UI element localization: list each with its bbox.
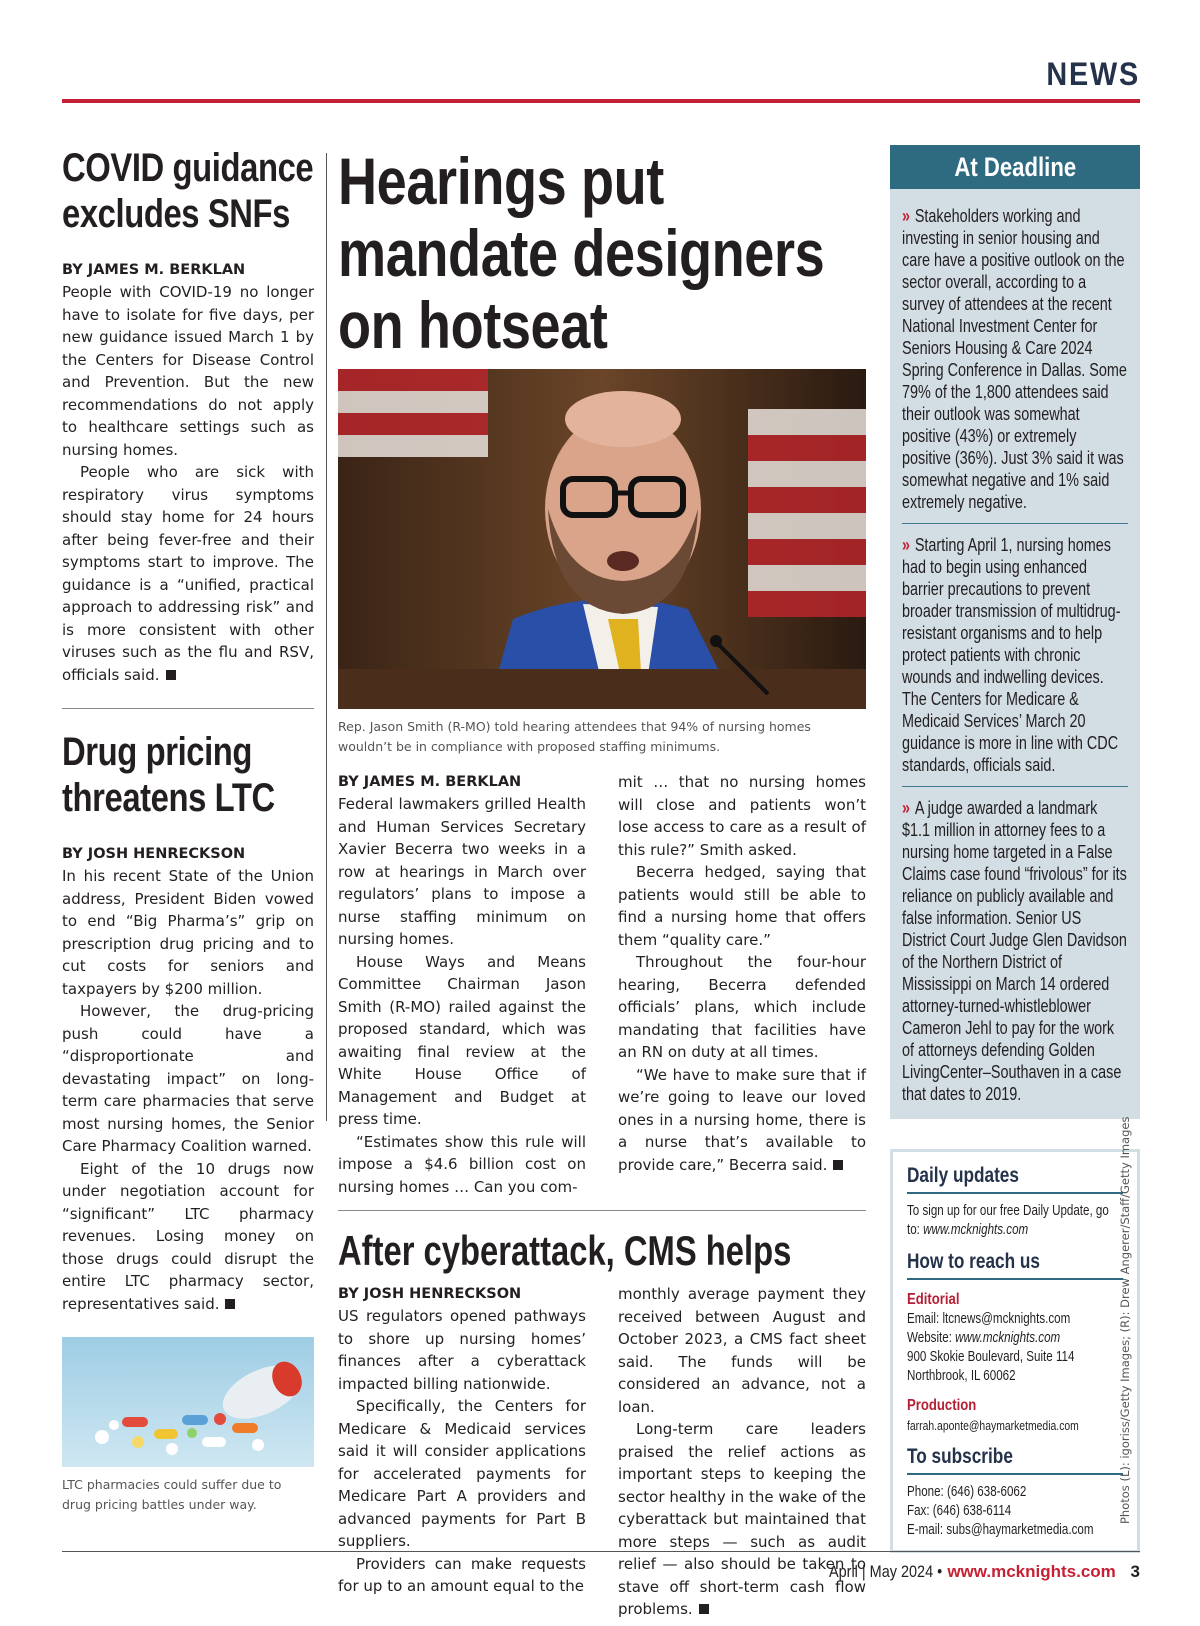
covid-body xyxy=(62,281,314,686)
end-mark-icon xyxy=(699,1604,709,1614)
editorial-label: Editorial xyxy=(907,1291,960,1308)
deadline-item: » Starting April 1, nursing homes had to begin using enhanced barrier precautions to prevent broader transmission of multidrug-resistant organisms and to help protect patients with chronic wounds and indwelling devices. The Centers for Medicare & Medicaid Services’ March 20 guidance is more in line with CDC standards, officials said. xyxy=(902,535,1121,775)
hearings-body xyxy=(338,771,866,1198)
left-column xyxy=(62,145,314,1515)
section-label: NEWS xyxy=(1046,56,1140,92)
paragraph: US regulators opened pathways to shore up nursing homes’ finances after a cyberattack impacted billing nationwide. xyxy=(338,1307,586,1393)
paragraph: Federal lawmakers grilled Health and Human Services Secretary Xavier Becerra two weeks in a row at hearings in March over regulators’ plans to impose a nurse staffing minimum on nursing homes. xyxy=(338,795,586,948)
daily-updates-heading: Daily updates xyxy=(907,1164,1019,1187)
issue-date: April | May 2024 • xyxy=(829,1562,943,1581)
subscribe-heading: To subscribe xyxy=(907,1445,1013,1468)
end-mark-icon xyxy=(833,1160,843,1170)
paragraph: “We have to make sure that if we’re going to leave our loved ones in a nursing home, there is a nurse that’s available to provide care,” Becerra said. xyxy=(618,1065,866,1174)
covid-headline: COVID guidance excludes SNFs xyxy=(62,146,314,236)
footer-website-link[interactable]: www.mcknights.com xyxy=(947,1562,1116,1581)
subscribe-fax: Fax: (646) 638-6114 xyxy=(907,1503,1012,1519)
chevron-right-icon: » xyxy=(902,206,911,226)
story-divider xyxy=(62,708,314,709)
drug-pricing-headline: Drug pricing threatens LTC xyxy=(62,730,275,820)
hearings-col-1 xyxy=(338,793,586,1198)
paragraph: In his recent State of the Union address, President Biden vowed to end “Big Pharma’s” grip on prescription drug pricing and to cut costs for seniors and taxpayers by $200 million. xyxy=(62,867,314,998)
pills-photo-caption: LTC pharmacies could suffer due to drug pricing battles under way. xyxy=(62,1477,282,1512)
covid-byline: BY JAMES M. BERKLAN xyxy=(62,262,246,278)
pills-photo xyxy=(62,1337,314,1467)
at-deadline-title: At Deadline xyxy=(890,145,1140,189)
at-deadline-box xyxy=(890,145,1140,1119)
website-link[interactable]: www.mcknights.com xyxy=(955,1330,1061,1346)
paragraph: Specifically, the Centers for Medicare & Medicaid services said it will consider applications for accelerated payments for Medicare Part A providers and advanced payments for Part B suppliers. xyxy=(338,1397,586,1550)
top-rule xyxy=(62,99,1140,103)
chevron-right-icon: » xyxy=(902,798,911,818)
paragraph: However, the drug-pricing push could have a “disproportionate and devastating impact” on long-term care pharmacies that serve most nursing homes, the Senior Care Pharmacy Coalition warned. xyxy=(62,1002,314,1155)
paragraph: People with COVID-19 no longer have to isolate for five days, per new guidance issued March 1 by the Centers for Disease Control and Prevention. But the new recommendations do not apply to healthcare settings such as nursing homes. xyxy=(62,283,314,459)
drug-pricing-body xyxy=(62,865,314,1315)
production-label: Production xyxy=(907,1397,977,1414)
at-deadline-body xyxy=(890,189,1140,1119)
cyberattack-body xyxy=(338,1283,866,1621)
paragraph: Eight of the 10 drugs now under negotiation account for “significant” LTC pharmacy revenues. Losing money on those drugs could disrupt the entire LTC pharmacy sector, representatives said. xyxy=(62,1159,314,1313)
production-email[interactable]: farrah.aponte@haymarketmedia.com xyxy=(907,1418,1079,1433)
footer-rule xyxy=(62,1551,1140,1552)
page-footer xyxy=(809,1562,1140,1582)
editorial-email[interactable]: Email: ltcnews@mcknights.com xyxy=(907,1311,1071,1327)
paragraph: mit … that no nursing homes will close and patients won’t lose access to care as a result of this rule?” Smith asked. xyxy=(618,773,866,859)
story-divider xyxy=(338,1210,866,1211)
jason-smith-caption: Rep. Jason Smith (R-MO) told hearing attendees that 94% of nursing homes wouldn’t be in compliance with proposed staffing minimums. xyxy=(338,719,811,754)
deadline-item: » A judge awarded a landmark $1.1 million in attorney fees to a nursing home targeted in a False Claims case found “frivolous” for its reliance on publicly available and false information. Senior US District Court Judge Glen Davidson of the Northern District of Mississippi on March 14 ordered attorney-turned-whistleblower Cameron Jehl to pay for the work of attorneys defending Golden LivingCenter–Southaven in a case that dates to 2019. xyxy=(902,798,1127,1104)
daily-updates-text: To sign up for our free Daily Update, go to: www.mcknights.com xyxy=(907,1203,1109,1238)
paragraph: Providers can make requests for up to an amount equal to the xyxy=(338,1554,586,1595)
end-mark-icon xyxy=(225,1299,235,1309)
paragraph: House Ways and Means Committee Chairman Jason Smith (R-MO) railed against the proposed standard, which was awaiting final review at the White House Office of Management and Budget at press time. xyxy=(338,952,586,1128)
right-column xyxy=(890,145,1140,1553)
photo-credit: Photos (L): igoriss/Getty Images; (R): Drew Angerer/Staff/Getty Images xyxy=(1118,1116,1132,1524)
paragraph: Becerra hedged, saying that patients would still be able to find a nursing home that offers them “quality care.” xyxy=(618,863,866,949)
cyberattack-col-1 xyxy=(338,1305,586,1598)
paragraph: “Estimates show this rule will impose a $4.6 billion cost on nursing homes … Can you com- xyxy=(338,1132,586,1196)
address-line-2: Northbrook, IL 60062 xyxy=(907,1368,1016,1384)
column-divider xyxy=(326,153,327,1121)
how-to-reach-heading: How to reach us xyxy=(907,1250,1041,1273)
editorial-website: Website: www.mcknights.com xyxy=(907,1330,1061,1346)
paragraph: People who are sick with respiratory virus symptoms should stay home for 24 hours after being fever-free and their symptoms start to improve. The guidance is a “unified, practical approach to addressing risk” and is more consistent with other viruses such as the flu and RSV, officials said. xyxy=(62,463,314,684)
middle-column xyxy=(338,145,866,1621)
address-line-1: 900 Skokie Boulevard, Suite 114 xyxy=(907,1349,1075,1365)
hearings-col-2 xyxy=(618,771,866,1198)
paragraph: Long-term care leaders praised the relief actions as important steps to keeping the sector healthy in the wake of the cyberattack but maintained that more steps — such as audit relief — also should be taken to stave off short-term cash flow problems. xyxy=(618,1420,866,1618)
daily-updates-link[interactable]: www.mcknights.com xyxy=(923,1222,1029,1238)
page-number: 3 xyxy=(1130,1562,1140,1581)
drug-pricing-byline: BY JOSH HENRECKSON xyxy=(62,846,246,862)
jason-smith-photo xyxy=(338,369,866,709)
info-divider xyxy=(907,1473,1123,1475)
subscribe-phone: Phone: (646) 638-6062 xyxy=(907,1484,1027,1500)
paragraph: monthly average payment they received between August and October 2023, a CMS fact sheet said. The funds will be considered an advance, not a loan. xyxy=(618,1285,866,1416)
deadline-item: » Stakeholders working and investing in senior housing and care have a positive outlook on the sector overall, according to a survey of attendees at the recent National Investment Center for Seniors Housing & Care 2024 Spring Conference in Dallas. Some 79% of the 1,800 attendees said their outlook was somewhat positive (43%) or extremely positive (36%). Just 3% said it was somewhat negative and 1% said extremely negative. xyxy=(902,206,1127,512)
hearings-byline: BY JAMES M. BERKLAN xyxy=(338,774,522,790)
cyberattack-byline: BY JOSH HENRECKSON xyxy=(338,1286,522,1302)
chevron-right-icon: » xyxy=(902,535,911,555)
deadline-divider xyxy=(902,523,1128,524)
subscribe-email[interactable]: E-mail: subs@haymarketmedia.com xyxy=(907,1522,1094,1538)
end-mark-icon xyxy=(166,670,176,680)
info-divider xyxy=(907,1278,1123,1280)
info-divider xyxy=(907,1192,1123,1194)
paragraph: Throughout the four-hour hearing, Becerra defended officials’ plans, which include mandating that facilities have an RN on duty at all times. xyxy=(618,953,866,1061)
hearings-headline: Hearings put mandate designers on hotseat xyxy=(338,144,825,362)
cyberattack-headline: After cyberattack, CMS helps xyxy=(338,1227,792,1274)
deadline-divider xyxy=(902,786,1128,787)
contact-info-box xyxy=(890,1149,1140,1553)
